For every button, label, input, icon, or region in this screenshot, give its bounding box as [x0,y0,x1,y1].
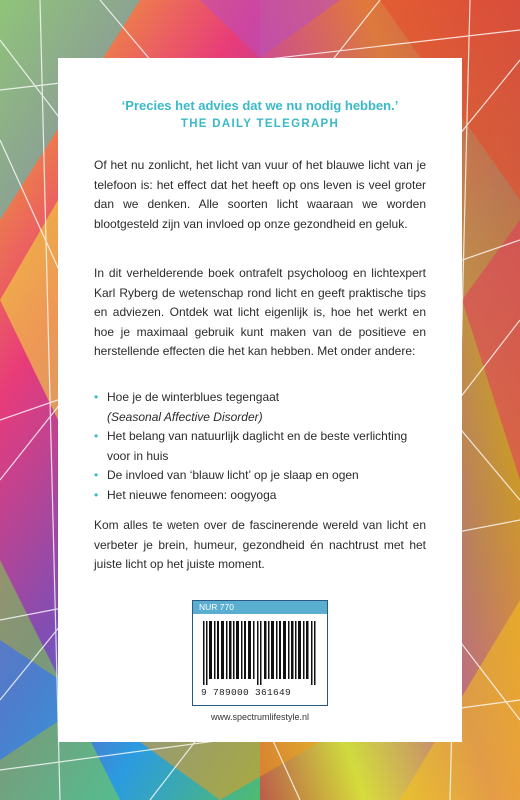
barcode-box [192,600,328,706]
list-item-text: De invloed van ‘blauw licht’ op je slaap en ogen [107,468,359,482]
review-quote: ‘Precies het advies dat we nu nodig hebben.’ [121,98,399,113]
list-item [94,466,426,486]
back-cover-panel [58,58,462,742]
description-paragraph: In dit verhelderende boek ontrafelt psycholoog en lichtexpert Karl Ryberg de wetenschap rond licht en geeft praktische tips en adviezen. Ontdek wat licht eigenlijk is, hoe het werkt en hoe je maximaal gebruik kunt maken van de positieve en herstellende effecten die het kan hebben. Met onder andere: [94,266,426,358]
barcode-image [203,621,317,685]
list-item [94,486,426,506]
list-item-italic: (Seasonal Affective Disorder) [107,409,263,424]
nur-label: NUR 770 [193,601,327,614]
publisher-website: www.spectrumlifestyle.nl [210,712,310,722]
feature-list [94,388,426,505]
list-item [94,388,426,427]
list-item-text: Hoe je de winterblues tegengaat [107,390,280,404]
closing-paragraph: Kom alles te weten over de fascinerende wereld van licht en verbeter je brein, humeur, gezondheid én nachtrust met het juiste licht op het juiste moment. [94,518,426,571]
intro-paragraph: Of het nu zonlicht, het licht van vuur of het blauwe licht van je telefoon is: het effect dat het heeft op ons leven is veel groter dan we denken. Alle soorten licht waaraan we worden blootgesteld zijn van invloed op onze gezondheid en geluk. [94,158,426,231]
list-item-text: Het belang van natuurlijk daglicht en de beste verlichting voor in huis [107,429,408,463]
list-item [94,427,426,466]
isbn-number: 9 789000 361649 [201,687,292,698]
list-item-text: Het nieuwe fenomeen: oogyoga [107,487,277,502]
quote-source: THE DAILY TELEGRAPH [180,118,340,130]
